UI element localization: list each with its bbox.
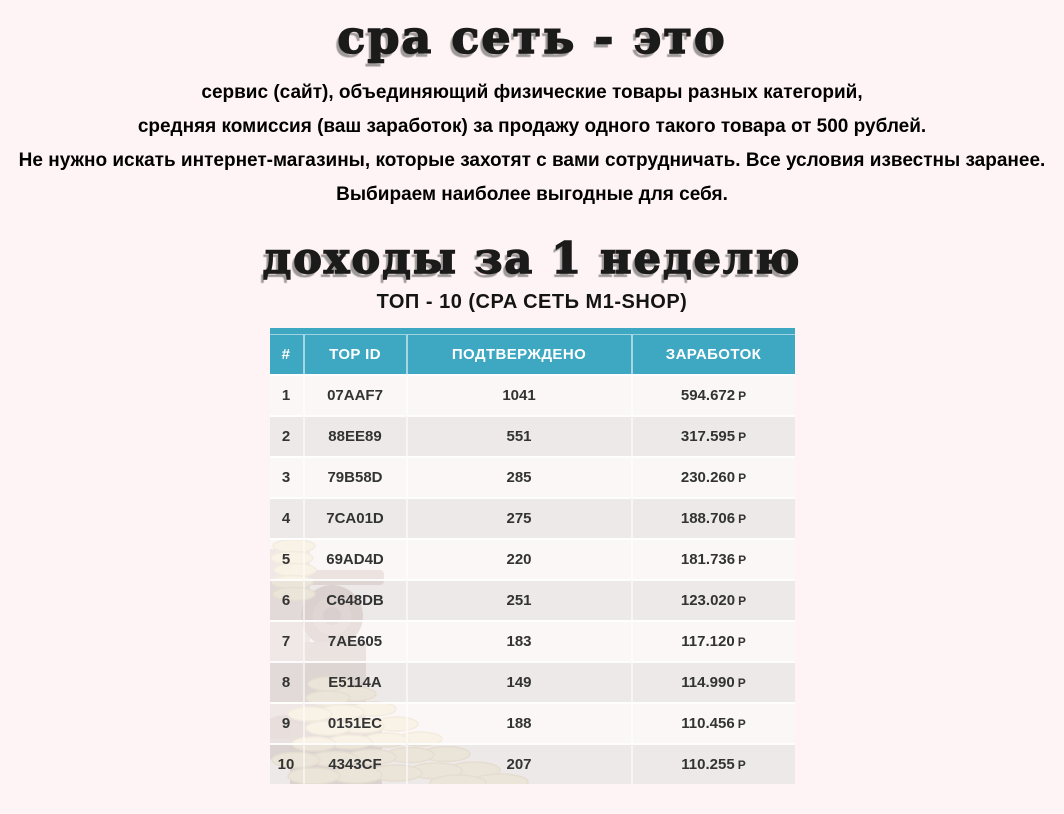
ruble-sign: Р [737, 676, 746, 690]
cell-earnings: 230.260 Р [631, 456, 795, 497]
cell-rank: 6 [270, 579, 303, 620]
cell-top-id: 7CA01D [303, 497, 406, 538]
table-row [270, 579, 795, 620]
cell-confirmed: 251 [406, 579, 631, 620]
cell-confirmed: 188 [406, 702, 631, 743]
table-header-row [270, 334, 795, 374]
cell-earnings: 123.020 Р [631, 579, 795, 620]
table-row [270, 620, 795, 661]
cell-confirmed: 275 [406, 497, 631, 538]
table-row [270, 497, 795, 538]
table-row [270, 661, 795, 702]
cell-rank: 2 [270, 415, 303, 456]
table-row [270, 456, 795, 497]
cell-top-id: 88EE89 [303, 415, 406, 456]
cell-confirmed: 207 [406, 743, 631, 784]
landing-page [0, 10, 1064, 814]
cell-earnings: 594.672 Р [631, 374, 795, 415]
cell-top-id: C648DB [303, 579, 406, 620]
ruble-sign: Р [738, 430, 747, 444]
income-section-title: доходы за 1 неделю [262, 234, 802, 284]
cell-earnings: 110.456 Р [631, 702, 795, 743]
cell-confirmed: 285 [406, 456, 631, 497]
intro-line-1: сервис (сайт), объединяющий физические товары разных категорий, [201, 82, 863, 103]
ruble-sign: Р [738, 471, 747, 485]
cell-confirmed: 551 [406, 415, 631, 456]
cell-top-id: 07AAF7 [303, 374, 406, 415]
intro-text [17, 76, 1047, 212]
ruble-sign: Р [738, 594, 747, 608]
cell-rank: 5 [270, 538, 303, 579]
cell-top-id: 4343CF [303, 743, 406, 784]
intro-line-3: Не нужно искать интернет-магазины, которые захотят с вами сотрудничать. Все условия известны заранее. Выбираем наиболее выгодные для себя. [18, 150, 1046, 205]
header-confirmed: ПОДТВЕРЖДЕНО [406, 334, 631, 374]
cell-earnings: 317.595 Р [631, 415, 795, 456]
cell-top-id: E5114A [303, 661, 406, 702]
cell-earnings: 188.706 Р [631, 497, 795, 538]
cell-rank: 8 [270, 661, 303, 702]
ruble-sign: Р [737, 717, 746, 731]
cell-rank: 9 [270, 702, 303, 743]
cell-rank: 3 [270, 456, 303, 497]
table-row [270, 374, 795, 415]
cell-top-id: 7AE605 [303, 620, 406, 661]
cell-earnings: 117.120 Р [631, 620, 795, 661]
cell-rank: 10 [270, 743, 303, 784]
header-earnings: ЗАРАБОТОК [631, 334, 795, 374]
cell-earnings: 110.255 Р [631, 743, 795, 784]
cell-confirmed: 149 [406, 661, 631, 702]
top10-subtitle: ТОП - 10 (CPA СЕТЬ M1-SHOP) [376, 291, 688, 313]
ruble-sign: Р [737, 635, 746, 649]
ruble-sign: Р [737, 758, 746, 772]
cell-top-id: 79B58D [303, 456, 406, 497]
intro-line-2: средняя комиссия (ваш заработок) за продажу одного такого товара от 500 рублей. [137, 116, 927, 137]
page-title: cpa сеть - это [337, 10, 727, 64]
table-row [270, 743, 795, 784]
ruble-sign: Р [738, 389, 747, 403]
cell-top-id: 69AD4D [303, 538, 406, 579]
cell-top-id: 0151EC [303, 702, 406, 743]
header-top-id: TOP ID [303, 334, 406, 374]
table-row [270, 415, 795, 456]
ruble-sign: Р [738, 512, 747, 526]
header-rank: # [270, 334, 303, 374]
cell-rank: 4 [270, 497, 303, 538]
table-row [270, 538, 795, 579]
ruble-sign: Р [738, 553, 747, 567]
top10-table [270, 334, 795, 784]
cell-confirmed: 183 [406, 620, 631, 661]
top10-table-container [270, 328, 795, 784]
cell-earnings: 181.736 Р [631, 538, 795, 579]
cell-earnings: 114.990 Р [631, 661, 795, 702]
cell-rank: 1 [270, 374, 303, 415]
cell-confirmed: 220 [406, 538, 631, 579]
cell-confirmed: 1041 [406, 374, 631, 415]
cell-rank: 7 [270, 620, 303, 661]
table-row [270, 702, 795, 743]
